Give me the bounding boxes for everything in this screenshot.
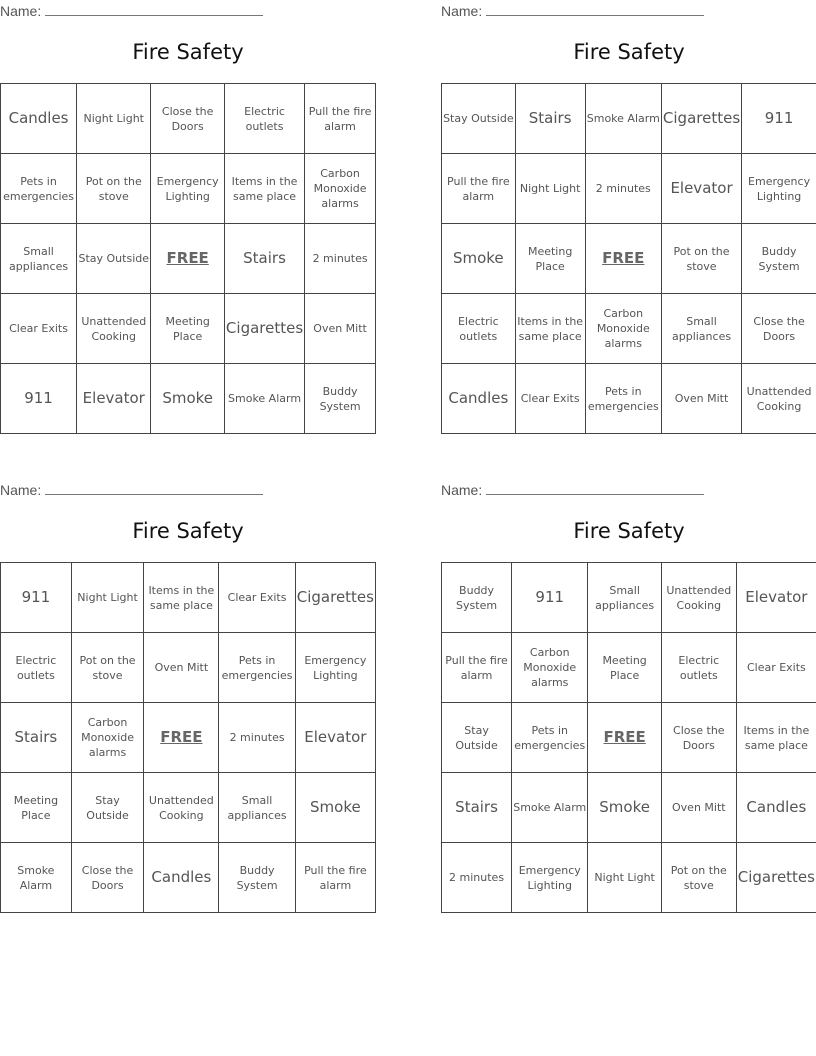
bingo-cell[interactable]: 911 <box>1 364 77 434</box>
bingo-cell[interactable]: Emergency Lighting <box>151 154 225 224</box>
bingo-cell[interactable]: Cigarettes <box>295 563 375 633</box>
bingo-cell[interactable]: Pot on the stove <box>661 843 736 913</box>
bingo-cell[interactable]: Small appliances <box>588 563 662 633</box>
bingo-cell[interactable]: Oven Mitt <box>661 364 741 434</box>
bingo-cell[interactable]: Oven Mitt <box>144 633 219 703</box>
bingo-cell[interactable]: Elevator <box>295 703 375 773</box>
bingo-cell[interactable]: Meeting Place <box>515 224 585 294</box>
bingo-cell[interactable]: Pets in emergencies <box>1 154 77 224</box>
bingo-cell[interactable]: Stairs <box>515 84 585 154</box>
bingo-cell[interactable]: 2 minutes <box>219 703 295 773</box>
bingo-cell[interactable]: Buddy System <box>305 364 376 434</box>
bingo-cell[interactable]: Pets in emergencies <box>512 703 588 773</box>
grid-row <box>1 364 376 434</box>
bingo-cell[interactable]: 2 minutes <box>305 224 376 294</box>
grid-row <box>442 84 816 154</box>
bingo-cell[interactable]: Candles <box>736 773 816 843</box>
bingo-cell[interactable]: Night Light <box>515 154 585 224</box>
free-space-cell[interactable]: FREE <box>585 224 661 294</box>
name-underline[interactable] <box>486 481 704 495</box>
bingo-cell[interactable]: Carbon Monoxide alarms <box>71 703 144 773</box>
bingo-cell[interactable]: Stairs <box>224 224 304 294</box>
bingo-cell[interactable]: Stay Outside <box>442 84 516 154</box>
grid-row <box>1 633 376 703</box>
bingo-cell[interactable]: Unattended Cooking <box>661 563 736 633</box>
name-underline[interactable] <box>486 2 704 16</box>
grid-row <box>442 364 816 434</box>
bingo-cell[interactable]: Smoke Alarm <box>224 364 304 434</box>
name-label: Name: <box>441 482 483 498</box>
bingo-cell[interactable]: Smoke Alarm <box>1 843 72 913</box>
bingo-cell[interactable]: Carbon Monoxide alarms <box>585 294 661 364</box>
bingo-cell[interactable]: Candles <box>144 843 219 913</box>
free-space-cell[interactable]: FREE <box>151 224 225 294</box>
grid-row <box>1 703 376 773</box>
name-underline[interactable] <box>45 481 263 495</box>
card-title: Fire Safety <box>573 40 685 64</box>
bingo-cell[interactable]: Electric outlets <box>1 633 72 703</box>
bingo-cell[interactable]: Candles <box>1 84 77 154</box>
bingo-cell[interactable]: Smoke <box>151 364 225 434</box>
bingo-cell[interactable]: Close the Doors <box>742 294 816 364</box>
bingo-cell[interactable]: Stay Outside <box>442 703 512 773</box>
bingo-cell[interactable]: Pets in emergencies <box>219 633 295 703</box>
bingo-cell[interactable]: 2 minutes <box>442 843 512 913</box>
grid-row <box>442 633 816 703</box>
bingo-cell[interactable]: Carbon Monoxide alarms <box>305 154 376 224</box>
bingo-cell[interactable]: Cigarettes <box>224 294 304 364</box>
grid-row <box>1 773 376 843</box>
bingo-cell[interactable]: Clear Exits <box>736 633 816 703</box>
bingo-cell[interactable]: 911 <box>742 84 816 154</box>
bingo-cell[interactable]: 2 minutes <box>585 154 661 224</box>
bingo-grid <box>0 83 376 434</box>
grid-row <box>442 773 816 843</box>
card-title: Fire Safety <box>132 40 244 64</box>
bingo-cell[interactable]: Unattended Cooking <box>742 364 816 434</box>
grid-row <box>1 84 376 154</box>
bingo-cell[interactable]: Electric outlets <box>224 84 304 154</box>
bingo-grid <box>441 83 816 434</box>
bingo-cell[interactable]: Pot on the stove <box>71 633 144 703</box>
grid-row <box>442 294 816 364</box>
bingo-cell[interactable]: Clear Exits <box>515 364 585 434</box>
bingo-cell[interactable]: Candles <box>442 364 516 434</box>
name-field[interactable] <box>0 481 263 498</box>
grid-row <box>442 224 816 294</box>
bingo-cell[interactable]: Clear Exits <box>219 563 295 633</box>
grid-row <box>1 154 376 224</box>
bingo-cell[interactable]: Unattended Cooking <box>144 773 219 843</box>
name-label: Name: <box>441 3 483 19</box>
bingo-cell[interactable]: Stairs <box>1 703 72 773</box>
bingo-cell[interactable]: Smoke <box>442 224 516 294</box>
bingo-cell[interactable]: Smoke Alarm <box>512 773 588 843</box>
bingo-card-3 <box>0 479 376 919</box>
card-title: Fire Safety <box>132 519 244 543</box>
grid-row <box>1 224 376 294</box>
bingo-cell[interactable]: Close the Doors <box>71 843 144 913</box>
name-underline[interactable] <box>45 2 263 16</box>
bingo-cell[interactable]: Items in the same place <box>736 703 816 773</box>
bingo-card-4 <box>441 479 816 919</box>
bingo-cell[interactable]: Close the Doors <box>151 84 225 154</box>
bingo-cell[interactable]: Pull the fire alarm <box>442 154 516 224</box>
bingo-cell[interactable]: Items in the same place <box>144 563 219 633</box>
bingo-cell[interactable]: Unattended Cooking <box>77 294 151 364</box>
grid-row <box>1 563 376 633</box>
bingo-cell[interactable]: Emergency Lighting <box>512 843 588 913</box>
bingo-cell[interactable]: Night Light <box>71 563 144 633</box>
bingo-grid <box>441 562 816 913</box>
grid-row <box>1 294 376 364</box>
bingo-cell[interactable]: Meeting Place <box>1 773 72 843</box>
bingo-cell[interactable]: Oven Mitt <box>305 294 376 364</box>
bingo-cell[interactable]: Stay Outside <box>77 224 151 294</box>
bingo-cell[interactable]: Electric outlets <box>442 294 516 364</box>
bingo-cell[interactable]: Night Light <box>77 84 151 154</box>
bingo-cell[interactable]: Pets in emergencies <box>585 364 661 434</box>
bingo-cell[interactable]: Smoke Alarm <box>585 84 661 154</box>
name-field[interactable] <box>441 2 704 19</box>
grid-row <box>1 843 376 913</box>
bingo-cell[interactable]: Pot on the stove <box>77 154 151 224</box>
bingo-cell[interactable]: Cigarettes <box>661 84 741 154</box>
bingo-cell[interactable]: Stay Outside <box>71 773 144 843</box>
bingo-cell[interactable]: 911 <box>1 563 72 633</box>
bingo-cell[interactable]: Smoke <box>588 773 662 843</box>
bingo-cell[interactable]: Meeting Place <box>151 294 225 364</box>
bingo-cell[interactable]: Small appliances <box>1 224 77 294</box>
bingo-cell[interactable]: Pull the fire alarm <box>442 633 512 703</box>
free-space-cell[interactable]: FREE <box>144 703 219 773</box>
bingo-cell[interactable]: Smoke <box>295 773 375 843</box>
bingo-cell[interactable]: Buddy System <box>442 563 512 633</box>
bingo-cell[interactable]: Carbon Monoxide alarms <box>512 633 588 703</box>
grid-row <box>442 843 816 913</box>
name-label: Name: <box>0 3 42 19</box>
bingo-cell[interactable]: Pot on the stove <box>661 224 741 294</box>
bingo-cell[interactable]: Oven Mitt <box>661 773 736 843</box>
bingo-cell[interactable]: Pull the fire alarm <box>305 84 376 154</box>
bingo-cell[interactable]: Emergency Lighting <box>295 633 375 703</box>
bingo-cell[interactable]: Elevator <box>661 154 741 224</box>
bingo-cell[interactable]: Electric outlets <box>661 633 736 703</box>
grid-row <box>442 154 816 224</box>
bingo-cell[interactable]: Meeting Place <box>588 633 662 703</box>
bingo-cell[interactable]: Small appliances <box>219 773 295 843</box>
bingo-grid <box>0 562 376 913</box>
bingo-cell[interactable]: Elevator <box>77 364 151 434</box>
name-field[interactable] <box>0 2 263 19</box>
bingo-cell[interactable]: Items in the same place <box>224 154 304 224</box>
bingo-cell[interactable]: 911 <box>512 563 588 633</box>
name-label: Name: <box>0 482 42 498</box>
bingo-card-2 <box>441 0 816 440</box>
free-space-cell[interactable]: FREE <box>588 703 662 773</box>
bingo-cell[interactable]: Clear Exits <box>1 294 77 364</box>
bingo-cell[interactable]: Cigarettes <box>736 843 816 913</box>
bingo-cell[interactable]: Night Light <box>588 843 662 913</box>
card-title: Fire Safety <box>573 519 685 543</box>
bingo-cell[interactable]: Buddy System <box>219 843 295 913</box>
bingo-cell[interactable]: Elevator <box>736 563 816 633</box>
bingo-cell[interactable]: Emergency Lighting <box>742 154 816 224</box>
bingo-cell[interactable]: Buddy System <box>742 224 816 294</box>
bingo-card-1 <box>0 0 376 440</box>
bingo-cell[interactable]: Small appliances <box>661 294 741 364</box>
name-field[interactable] <box>441 481 704 498</box>
grid-row <box>442 703 816 773</box>
bingo-cell[interactable]: Items in the same place <box>515 294 585 364</box>
grid-row <box>442 563 816 633</box>
bingo-cell[interactable]: Pull the fire alarm <box>295 843 375 913</box>
bingo-cell[interactable]: Stairs <box>442 773 512 843</box>
bingo-cell[interactable]: Close the Doors <box>661 703 736 773</box>
